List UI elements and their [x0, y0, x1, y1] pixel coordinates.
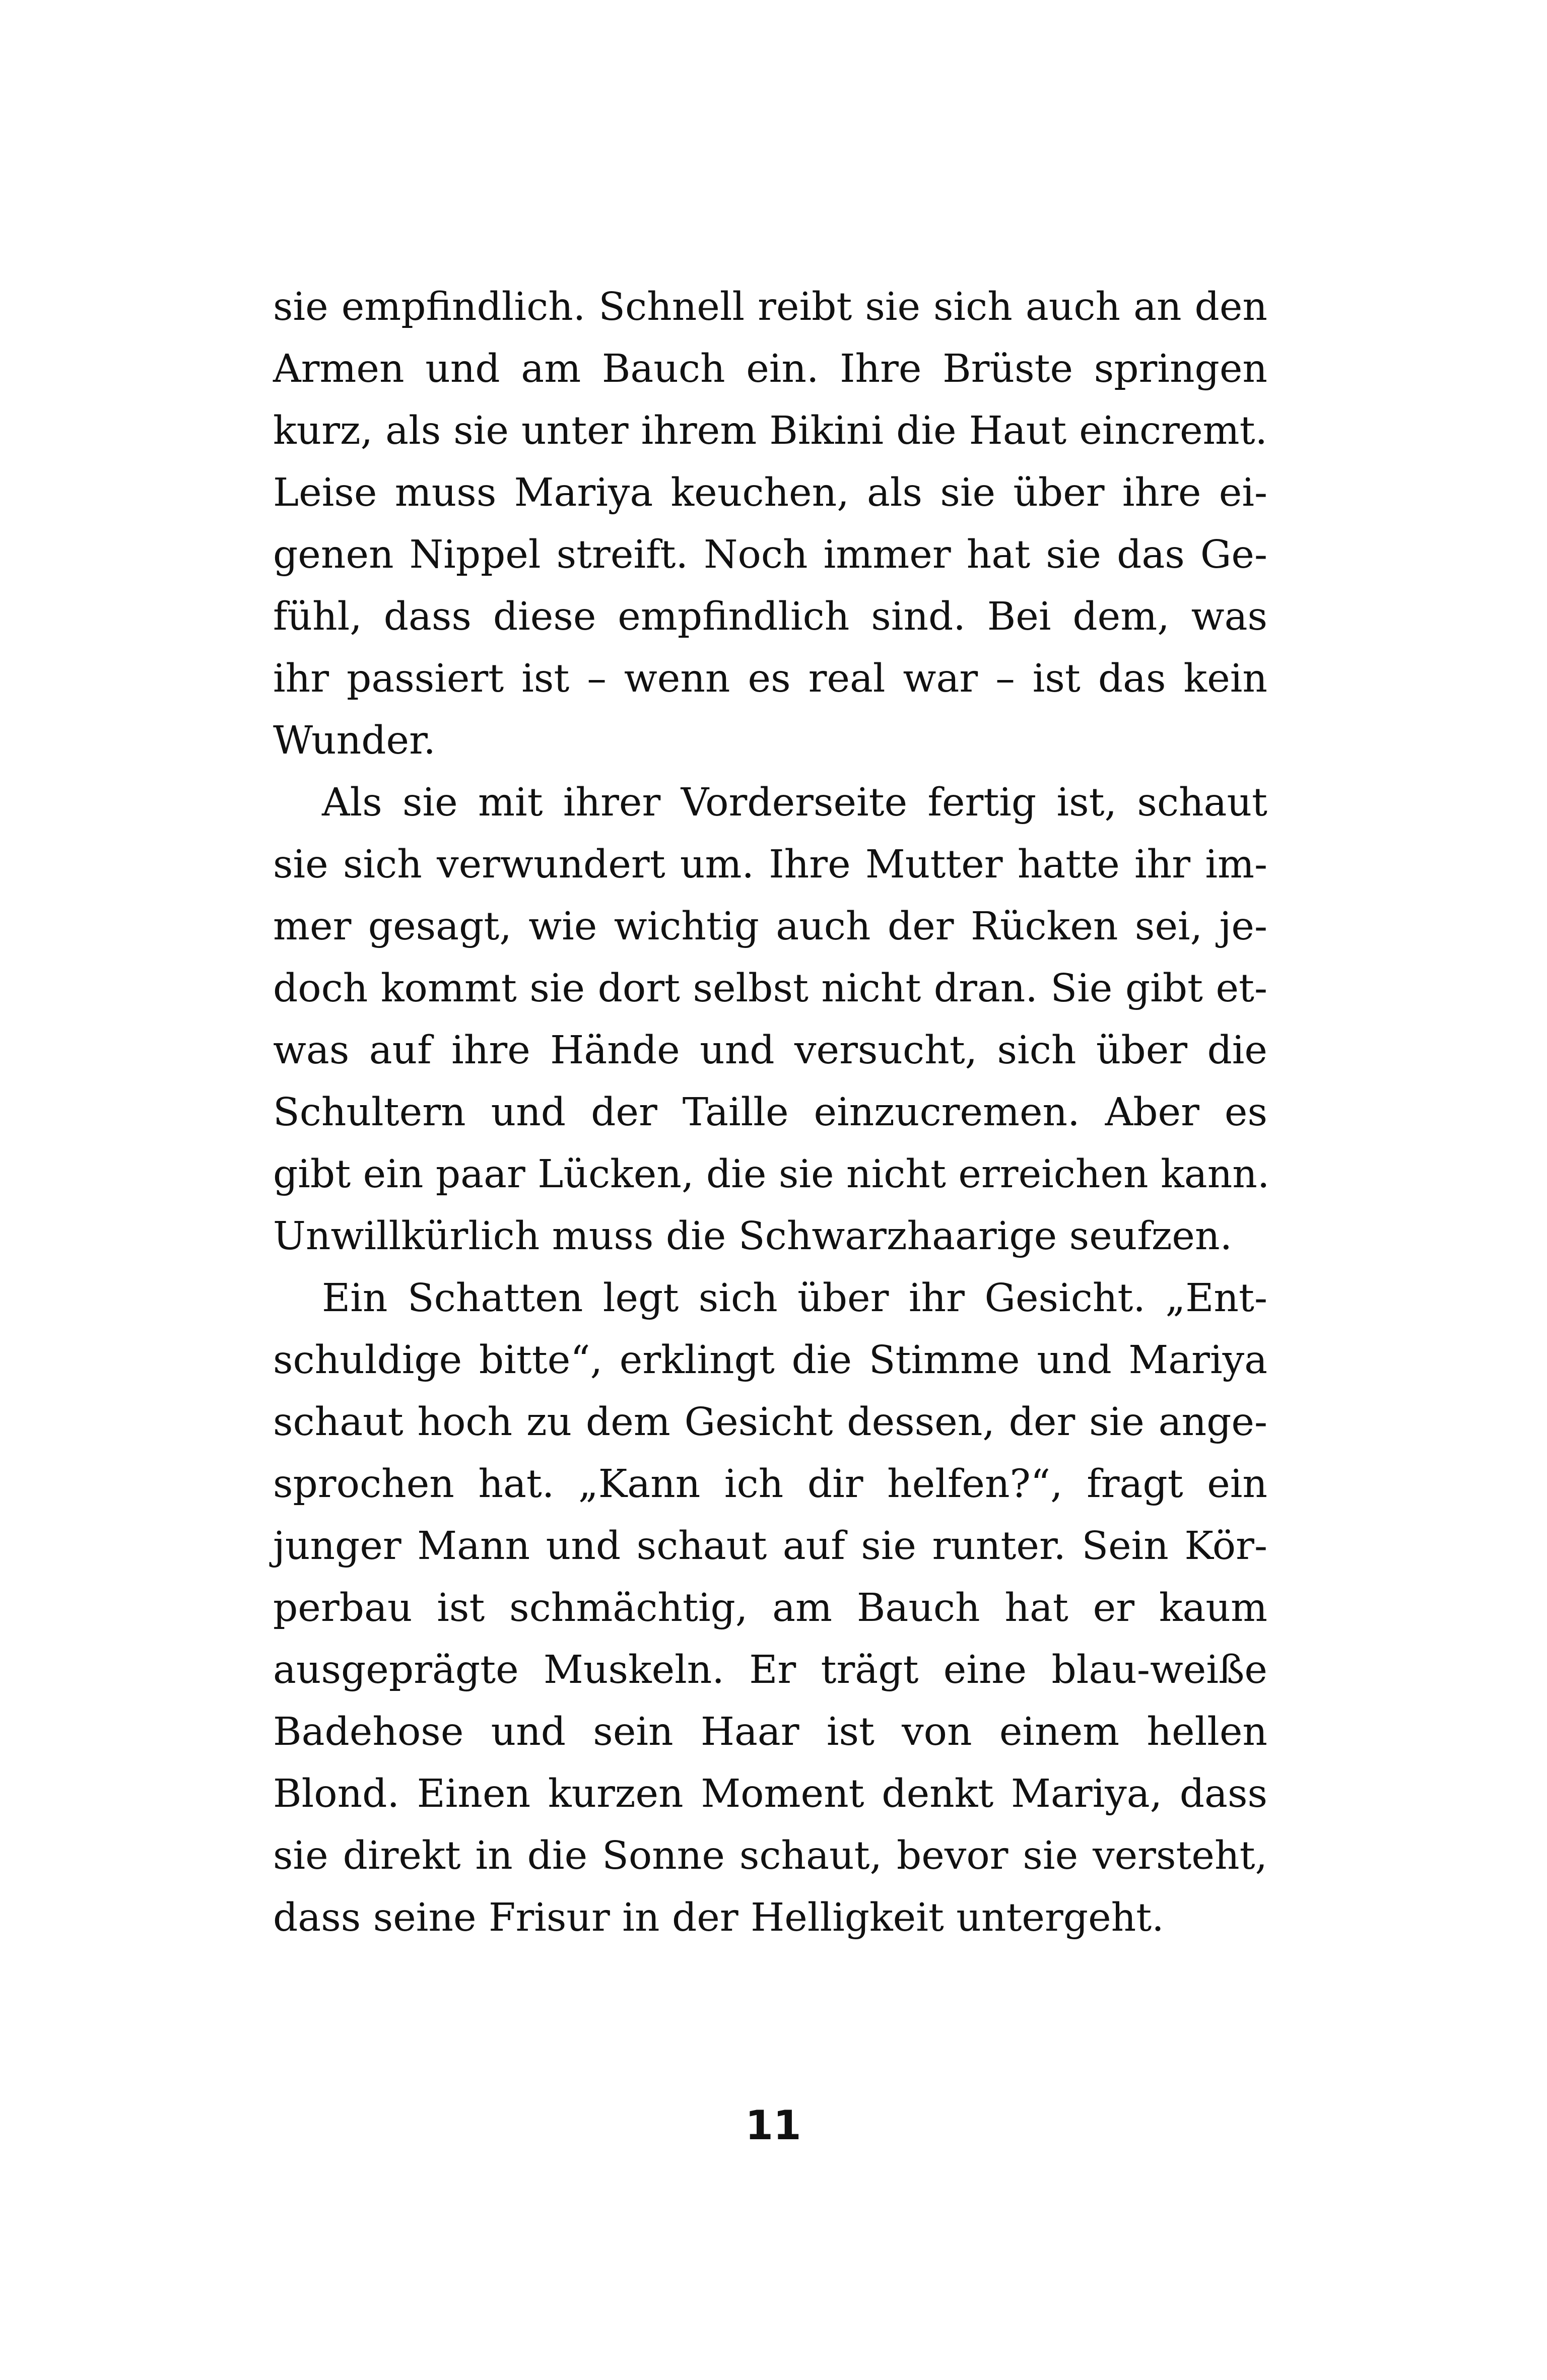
text-line: schuldige bitte“, erklingt die Stimme und Mariya: [273, 1338, 1267, 1383]
text-line: Schultern und der Taille einzucremen. Aber es: [273, 1090, 1267, 1135]
text-line: ausgeprägte Muskeln. Er trägt eine blau-weiße: [273, 1648, 1267, 1692]
text-line: sprochen hat. „Kann ich dir helfen?“, fragt ein: [273, 1462, 1267, 1507]
page-number: 11: [745, 2102, 801, 2149]
text-line: Armen und am Bauch ein. Ihre Brüste springen: [273, 347, 1267, 391]
text-line: Blond. Einen kurzen Moment denkt Mariya, dass: [273, 1772, 1267, 1816]
text-line: mer gesagt, wie wichtig auch der Rücken sei, je-: [273, 904, 1267, 949]
text-line: doch kommt sie dort selbst nicht dran. Sie gibt et-: [273, 966, 1267, 1011]
text-line: genen Nippel streift. Noch immer hat sie das Ge-: [273, 532, 1267, 577]
text-line: Wunder.: [273, 718, 436, 763]
text-line: gibt ein paar Lücken, die sie nicht erreichen kann.: [273, 1152, 1270, 1197]
text-line: sie empfindlich. Schnell reibt sie sich auch an den: [273, 285, 1267, 329]
text-line: Als sie mit ihrer Vorderseite fertig ist, schaut: [322, 780, 1267, 825]
text-line: sie direkt in die Sonne schaut, bevor sie versteht,: [273, 1833, 1267, 1878]
text-line: junger Mann und schaut auf sie runter. Sein Kör-: [273, 1524, 1267, 1569]
text-line: perbau ist schmächtig, am Bauch hat er kaum: [273, 1586, 1267, 1630]
text-line: was auf ihre Hände und versucht, sich über die: [273, 1028, 1267, 1073]
text-line: Badehose und sein Haar ist von einem hellen: [273, 1710, 1267, 1754]
text-line: Unwillkürlich muss die Schwarzhaarige seufzen.: [273, 1214, 1233, 1259]
text-line: fühl, dass diese empfindlich sind. Bei dem, was: [273, 594, 1267, 639]
text-line: kurz, als sie unter ihrem Bikini die Haut eincremt.: [273, 409, 1267, 453]
text-line: schaut hoch zu dem Gesicht dessen, der sie ange-: [273, 1400, 1267, 1445]
text-line: dass seine Frisur in der Helligkeit untergeht.: [273, 1895, 1164, 1940]
text-line: sie sich verwundert um. Ihre Mutter hatte ihr im-: [273, 842, 1267, 887]
text-line: Ein Schatten legt sich über ihr Gesicht. „Ent-: [322, 1276, 1267, 1321]
text-line: Leise muss Mariya keuchen, als sie über ihre ei-: [273, 470, 1267, 515]
text-line: ihr passiert ist – wenn es real war – ist das kein: [273, 656, 1267, 701]
